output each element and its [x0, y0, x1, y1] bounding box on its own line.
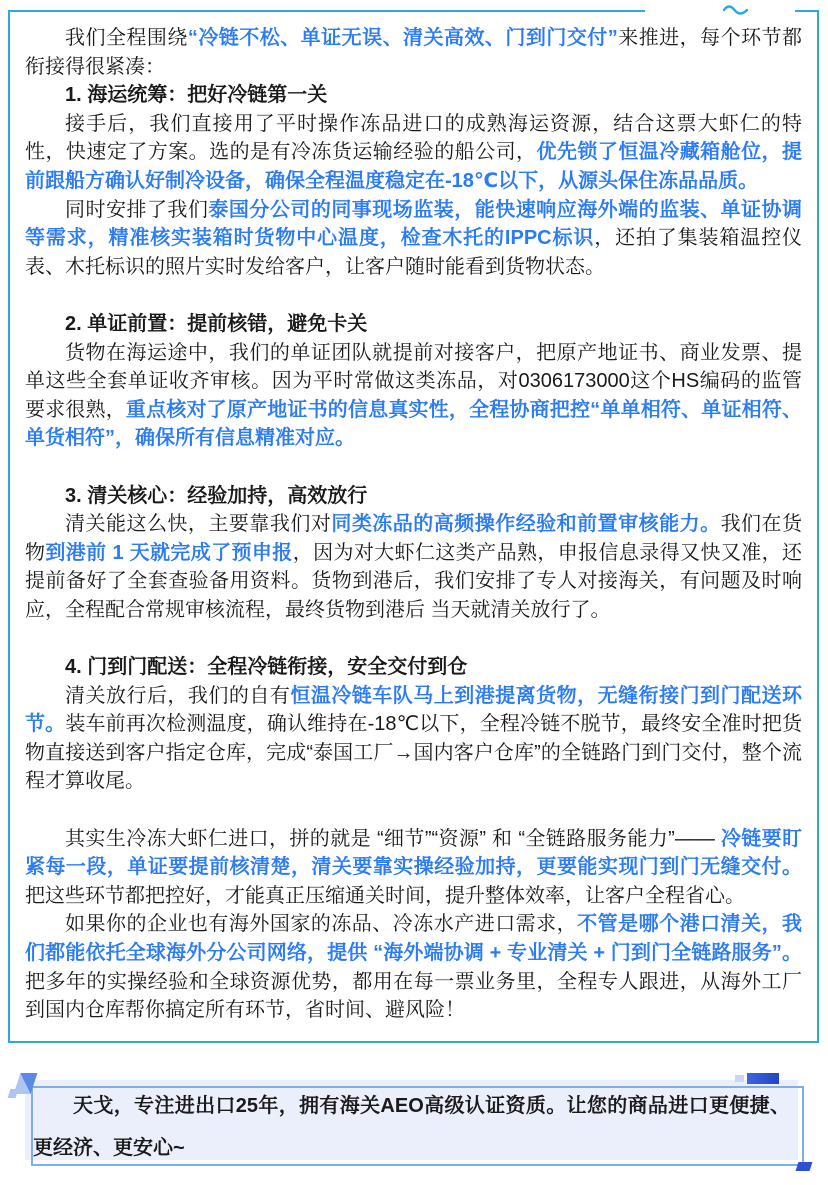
text-run: 我们全程围绕 — [65, 27, 188, 49]
text-run: 来推进，每个环节都衔接得很紧凑： — [25, 27, 803, 78]
paragraph — [25, 510, 802, 624]
text-run: 我们在货物 — [25, 513, 803, 564]
text-run: ，还拍了集装箱温控仪表、木托标识的照片实时发给客户，让客户随时能看到货物状态。 — [25, 227, 802, 278]
article-body — [8, 10, 819, 1043]
text-run: 清关能这么快，主要靠我们对 — [65, 513, 332, 536]
highlighted-text-run: 同类冻品的高频操作经验和前置审核能力。 — [331, 513, 721, 536]
highlighted-text-run: 冷链要盯紧每一段，单证要提前核清楚，清关要靠实操经验加持，更要能实现门到门无缝交付。 — [25, 827, 803, 879]
section-heading — [25, 310, 802, 339]
highlighted-text-run: 重点核对了原产地证书的信息真实性，全程协商把控“单单相符、单证相符、单货相符”，确保所有信息精准对应。 — [25, 398, 803, 450]
text-run: 装车前再次检测温度，确认维持在-18℃以下，全程冷链不脱节，最终安全准时把货物直接送到客户指定仓库，完成“泰国工厂→国内客户仓库”的全链路门到门交付，整个流程才算收尾。 — [25, 713, 803, 793]
text-run: 2. 单证前置：提前核错，避免卡关 — [65, 312, 368, 335]
top-right-dark-bar-icon — [747, 1073, 779, 1084]
top-right-light-bar-icon — [735, 1075, 744, 1082]
paragraph — [25, 110, 802, 196]
footer-highlight-card — [25, 1080, 798, 1160]
text-run: 把多年的实操经验和全球资源优势，都用在每一票业务里，全程专人跟进，从海外工厂到国内仓库帮你搞定所有环节，省时间、避风险！ — [25, 970, 802, 1022]
text-run: 清关放行后，我们的自有 — [65, 684, 291, 707]
paragraph — [25, 196, 802, 282]
text-run: 1. 海运统筹：把好冷链第一关 — [65, 84, 328, 107]
highlighted-text-run: “冷链不松、单证无误、清关高效、门到门交付” — [187, 27, 618, 49]
highlighted-text-run: 泰国分公司的同事现场监装，能快速响应海外端的监装、单证协调等需求，精准核实装箱时货物中心温度，检查木托的IPPC标识 — [25, 198, 803, 250]
paragraph — [25, 24, 802, 81]
paragraph — [25, 339, 802, 453]
section-heading — [25, 653, 802, 682]
section-heading — [25, 81, 802, 110]
text-run: 如果你的企业也有海外国家的冻品、冷冻水产进口需求， — [65, 913, 578, 936]
section-heading — [25, 482, 802, 511]
highlighted-text-run: 恒温冷链车队马上到港提离货物，无缝衔接门到门配送环节。 — [25, 684, 803, 736]
text-run: 把这些环节都把控好，才能真正压缩通关时间，提升整体效率，让客户全程省心。 — [25, 884, 745, 907]
text-run: 其实生冷冻大虾仁进口，拼的就是 “细节”“资源” 和 “全链路服务能力”—— — [65, 827, 721, 850]
bottom-right-parallelogram-icon — [796, 1162, 813, 1171]
highlighted-text-run: 不管是哪个港口清关，我们都能依托全球海外分公司网络，提供 “海外端协调 + 专业清关 + 门到门全链路服务”。 — [25, 913, 803, 964]
highlighted-text-run: 优先锁了恒温冷藏箱舱位，提前跟船方确认好制冷设备，确保全程温度稳定在-18℃以下，从源头保住冻品品质。 — [25, 141, 803, 192]
text-run: 同时安排了我们 — [65, 198, 209, 221]
text-run: 4. 门到门配送：全程冷链衔接，安全交付到仓 — [65, 656, 468, 679]
paragraph — [25, 910, 802, 1024]
paragraph — [25, 825, 802, 911]
text-run: 接手后，我们直接用了平时操作冻品进口的成熟海运资源，结合这票大虾仁的特性，快速定了方案。选的是有冷冻货运输经验的船公司， — [25, 112, 802, 164]
text-run: ，因为对大虾仁这类产品熟，申报信息录得又快又准，还提前备好了全套查验备用资料。货物到港后，我们安排了专人对接海关，有问题及时响应，全程配合常规审核流程，最终货物到港后 当天就清关放行了。 — [25, 541, 803, 621]
footer-text: 天戈，专注进出口25年，拥有海关AEO高级认证资质。让您的商品进口更便捷、更经济、更安心~ — [33, 1095, 790, 1159]
highlighted-text-run: 到港前 1 天就完成了预申报 — [45, 541, 293, 564]
text-run: 货物在海运途中，我们的单证团队就提前对接客户，把原产地证书、商业发票、提单这些全套单证收齐审核。因为平时常做这类冻品，对0306173000这个HS编码的监管要求很熟， — [25, 341, 802, 421]
paragraph — [25, 682, 802, 796]
text-run: 3. 清关核心：经验加持，高效放行 — [65, 484, 368, 507]
corner-parallelogram-small-icon — [8, 1089, 19, 1098]
